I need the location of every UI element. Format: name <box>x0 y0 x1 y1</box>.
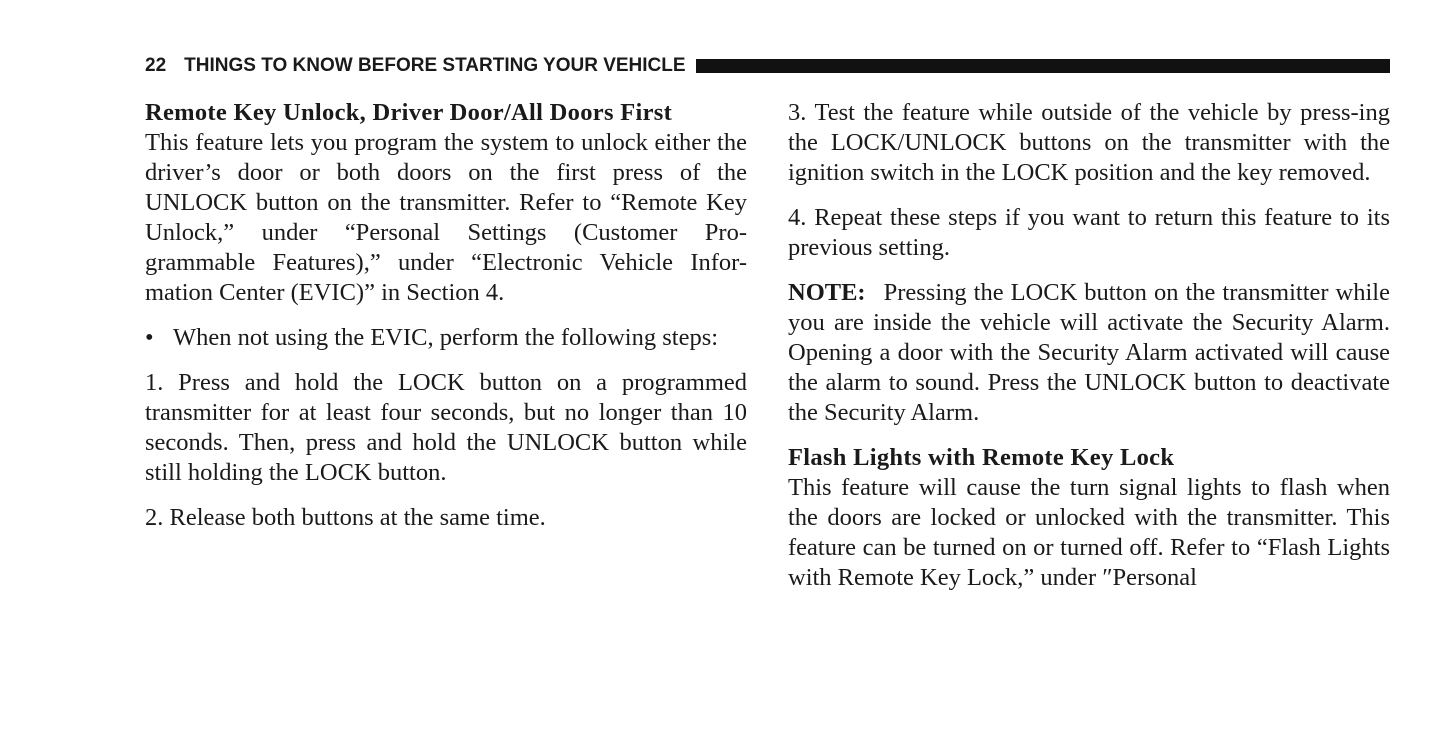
section-heading-flash-lights: Flash Lights with Remote Key Lock <box>788 444 1175 471</box>
bullet-dot-icon: • <box>145 324 154 351</box>
left-column <box>145 98 747 548</box>
page-number: 22 <box>145 55 167 76</box>
flash-lights-section <box>788 443 1390 593</box>
step-3: 3. Test the feature while outside of the vehicle by press-ing the LOCK/UNLOCK buttons on the transmitter with the ignition switch in the LOCK position and the key removed. <box>788 99 1390 186</box>
step-1: 1. Press and hold the LOCK button on a programmed transmitter for at least four seconds, but no longer than 10 seconds. Then, press and hold the UNLOCK button while still holding the LOCK button. <box>145 369 747 486</box>
remote-key-unlock-intro: This feature lets you program the system to unlock either the driver’s door or both doors on the first press of the UNLOCK button on the transmitter. Refer to “Remote Key Unlock,” under “Personal Settings (Customer Pro-grammable Features),” under “Electronic Vehicle Infor-mation Center (EVIC)” in Section 4. <box>145 129 747 306</box>
header-rule <box>696 59 1390 73</box>
step-4: 4. Repeat these steps if you want to return this feature to its previous setting. <box>788 204 1390 261</box>
section-heading-remote-key-unlock: Remote Key Unlock, Driver Door/All Doors First <box>145 99 673 126</box>
note-paragraph <box>788 278 1390 428</box>
right-column <box>788 98 1390 608</box>
remote-key-unlock-section <box>145 98 747 308</box>
bullet-text: When not using the EVIC, perform the following steps: <box>173 324 719 351</box>
step-2: 2. Release both buttons at the same time. <box>145 504 546 531</box>
page-header <box>145 54 1390 78</box>
note-text: Pressing the LOCK button on the transmitter while you are inside the vehicle will activate the Security Alarm. Opening a door with the Security Alarm activated will cause the alarm to sound. Press the UNLOCK button to deactivate the Security Alarm. <box>788 279 1390 426</box>
note-label: NOTE: <box>788 279 866 306</box>
bullet-item <box>145 323 747 353</box>
section-title: THINGS TO KNOW BEFORE STARTING YOUR VEHICLE <box>184 55 686 76</box>
flash-lights-text: This feature will cause the turn signal lights to flash when the doors are locked or unlocked with the transmitter. This feature can be turned on or turned off. Refer to “Flash Lights with Remote Key Lock,” under ″Personal <box>788 474 1390 591</box>
